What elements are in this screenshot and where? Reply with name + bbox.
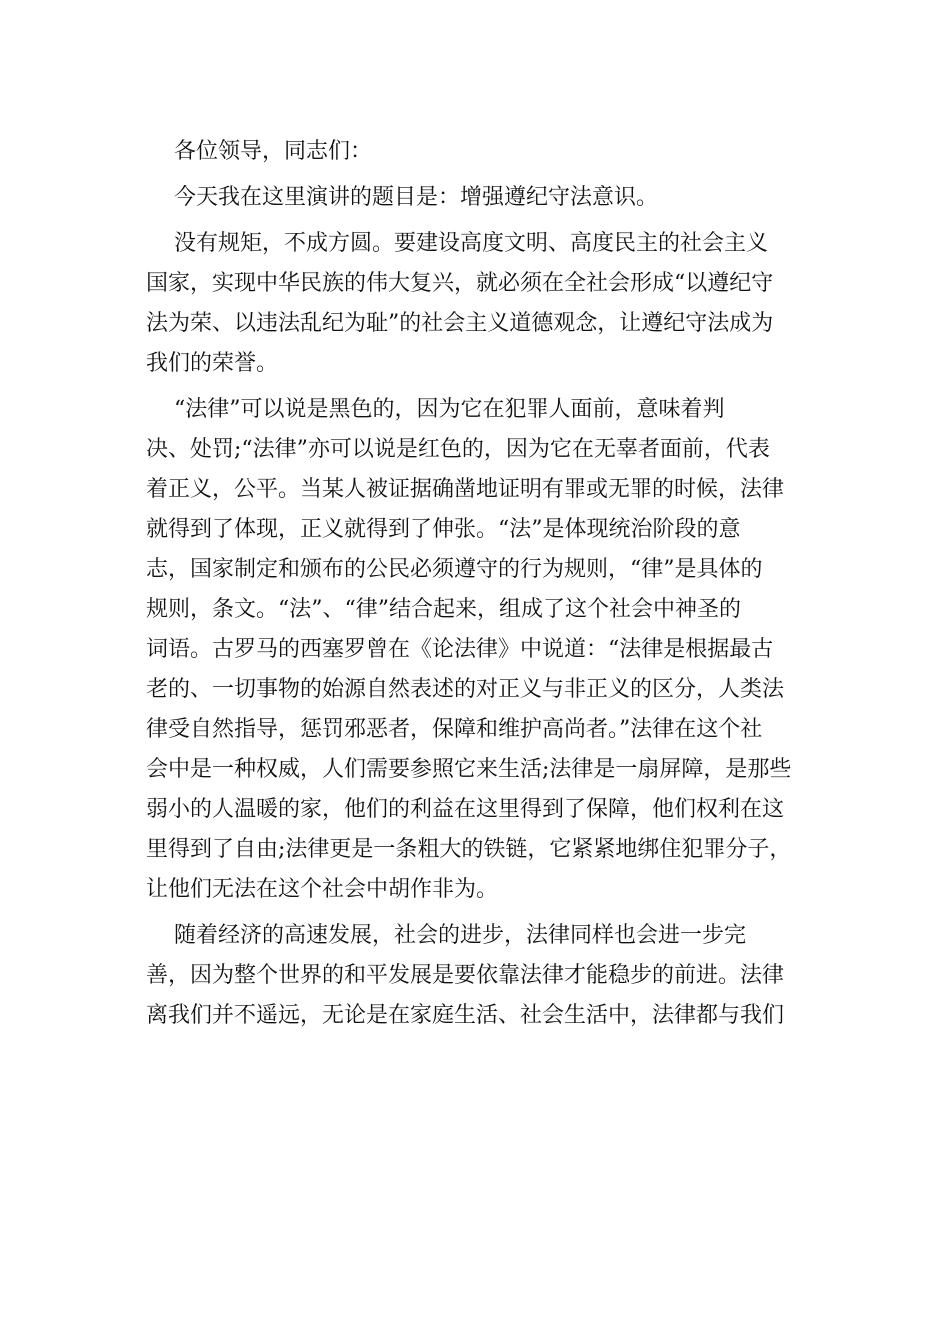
text-line: 志，国家制定和颁布的公民必须遵守的行为规则，“律”是具体的 xyxy=(146,557,763,582)
text-line: 着正义，公平。当某人被证据确凿地证明有罪或无罪的时候，法律 xyxy=(146,477,785,502)
text-line: 今天我在这里演讲的题目是：增强遵纪守法意识。 xyxy=(146,185,658,210)
text-line: 法为荣、以违法乱纪为耻”的社会主义道德观念，让遵纪守法成为 xyxy=(146,311,774,336)
text-line: 规则，条文。“法”、“律”结合起来，组成了这个社会中神圣的 xyxy=(146,597,741,622)
paragraph-development xyxy=(146,916,806,1036)
text-line: 各位领导，同志们： xyxy=(146,139,372,164)
text-line: 我们的荣誉。 xyxy=(146,351,279,376)
text-line: 就得到了体现，正义就得到了伸张。“法”是体现统治阶段的意 xyxy=(146,517,741,542)
text-line: 让他们无法在这个社会中胡作非为。 xyxy=(146,877,499,902)
document-body xyxy=(146,132,806,1042)
paragraph-law xyxy=(146,390,806,910)
text-line: 里得到了自由;法律更是一条粗大的铁链，它紧紧地绑住犯罪分子， xyxy=(146,837,792,862)
text-line: “法律”可以说是黑色的，因为它在犯罪人面前，意味着判 xyxy=(146,397,725,422)
text-line: 随着经济的高速发展，社会的进步，法律同样也会进一步完 xyxy=(146,923,746,948)
text-line: 会中是一种权威，人们需要参照它来生活;法律是一扇屏障，是那些 xyxy=(146,757,792,782)
paragraph-greeting xyxy=(146,132,806,172)
text-line: 弱小的人温暖的家，他们的利益在这里得到了保障，他们权利在这 xyxy=(146,797,785,822)
text-line: 律受自然指导，惩罚邪恶者，保障和维护高尚者。”法律在这个社 xyxy=(146,717,763,742)
text-line: 离我们并不遥远，无论是在家庭生活、社会生活中，法律都与我们 xyxy=(146,1003,785,1028)
text-line: 老的、一切事物的始源自然表述的对正义与非正义的区分，人类法 xyxy=(146,677,785,702)
text-line: 善，因为整个世界的和平发展是要依靠法律才能稳步的前进。法律 xyxy=(146,963,785,988)
paragraph-rules xyxy=(146,224,806,384)
text-line: 决、处罚;“法律”亦可以说是红色的，因为它在无辜者面前，代表 xyxy=(146,437,770,462)
paragraph-topic xyxy=(146,178,806,218)
text-line: 国家，实现中华民族的伟大复兴，就必须在全社会形成“以遵纪守 xyxy=(146,271,774,296)
text-line: 没有规矩，不成方圆。要建设高度文明、高度民主的社会主义 xyxy=(146,231,768,256)
text-line: 词语。古罗马的西塞罗曾在《论法律》中说道：“法律是根据最古 xyxy=(146,637,774,662)
